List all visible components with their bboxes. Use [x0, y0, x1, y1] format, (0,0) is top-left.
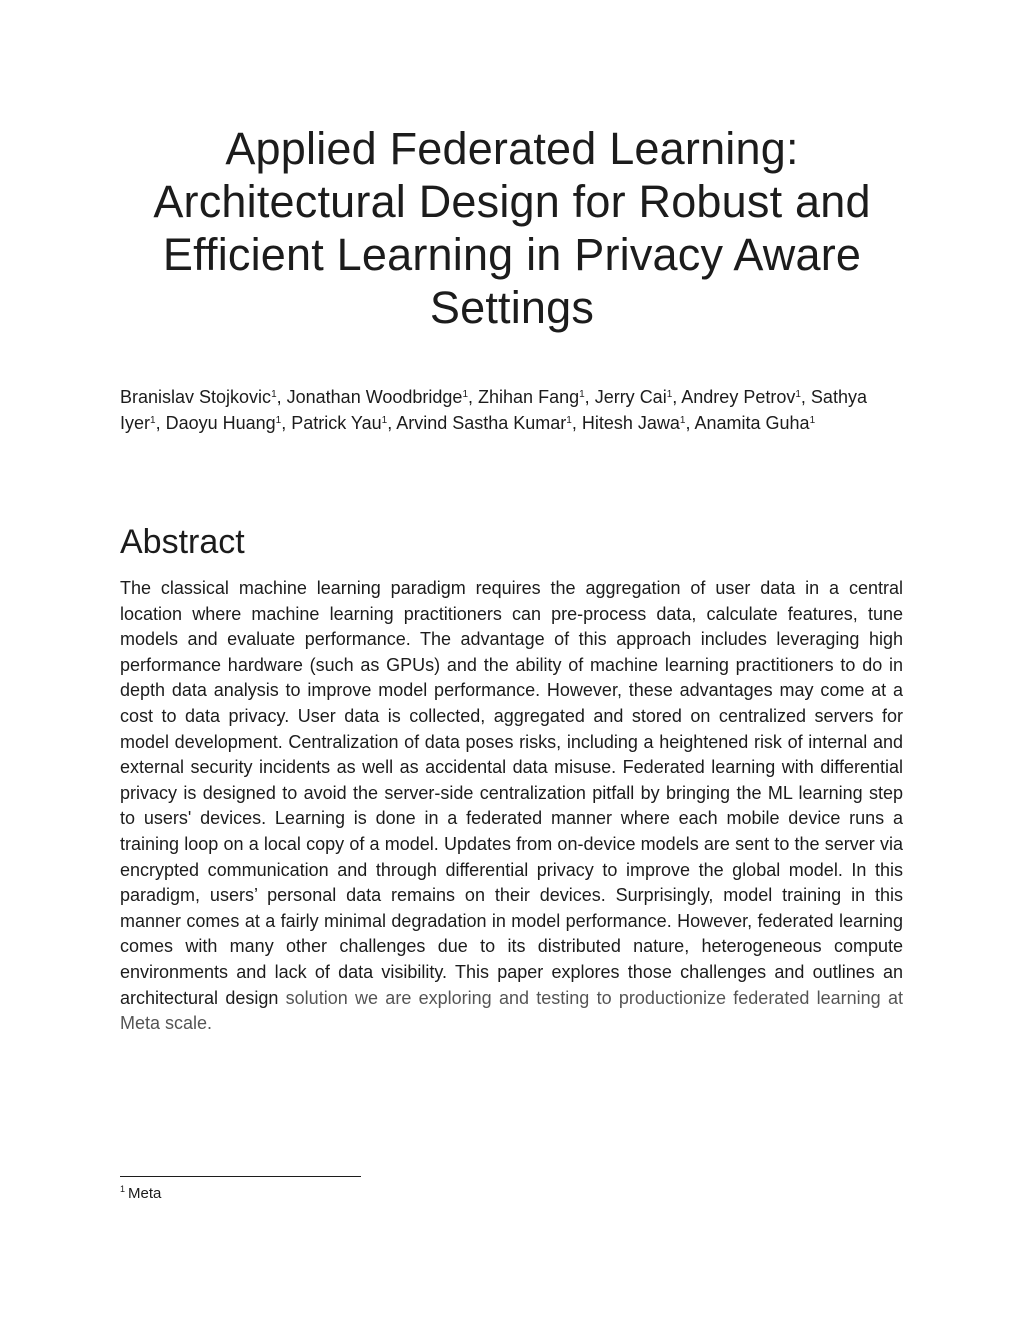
author-name: Patrick Yau [291, 413, 382, 433]
author-name: Anamita Guha [694, 413, 810, 433]
author-separator: , [276, 387, 287, 407]
affiliation-marker: 1 [679, 415, 686, 426]
author-name: Daoyu Huang [165, 413, 276, 433]
affiliation-marker: 1 [666, 389, 673, 400]
author-name: Jerry Cai [594, 387, 667, 407]
author-separator: , [672, 387, 682, 407]
affiliation-marker: 1 [381, 415, 388, 426]
affiliation-marker: 1 [271, 389, 277, 400]
abstract-heading: Abstract [120, 523, 245, 561]
author-separator: , [155, 413, 166, 433]
affiliation-marker: 1 [275, 415, 282, 426]
footnote-marker: 1 [120, 1184, 126, 1194]
author-separator: , [387, 413, 397, 433]
abstract-text [120, 576, 903, 1037]
author-name: Arvind Sastha Kumar [396, 413, 567, 433]
abstract-text-main: The classical machine learning paradigm requires the aggregation of user data in a central location where machine learning practitioners can pre-process data, calculate features, tune models and evaluate performance. The advantage of this approach includes leveraging high performance hardware (such as GPUs) and the ability of machine learning practitioners to do in depth data analysis to improve model performance. However, these advantages may come at a cost to data privacy. User data is collected, aggregated and stored on centralized servers for model development. Centralization of data poses risks, including a heightened risk of internal and external security incidents as well as accidental data misuse. Federated learning with differential privacy is designed to avoid the server-side centralization pitfall by bringing the ML learning step to users' devices. Learning is done in a federated manner where each mobile device runs a training loop on a local copy of a model. Updates from on-device models are sent to the server via encrypted communication and through differential privacy to improve the global model. In this paradigm, users’ personal data remains on their devices. Surprisingly, model training in this manner comes at a fairly minimal degradation in model performance. However, federated learning comes with many other challenges due to its distributed nature, heterogeneous compute environments and lack of data visibility. This paper explores those challenges and outlines an architectural design [120, 578, 903, 1008]
paper-title: Applied Federated Learning: Architectural Design for Robust and Efficient Learning in Privacy Aware Settings [153, 123, 871, 333]
author-separator: , [571, 413, 582, 433]
author-list [120, 384, 904, 436]
affiliation-marker: 1 [566, 415, 572, 426]
author-separator: , [800, 387, 811, 407]
author-name: Hitesh Jawa [581, 413, 680, 433]
affiliation-marker: 1 [579, 389, 585, 400]
affiliation-marker: 1 [150, 415, 156, 426]
affiliation-marker: 1 [809, 415, 816, 426]
footnote [120, 1184, 161, 1204]
affiliation-marker: 1 [462, 389, 469, 400]
author-name: Andrey Petrov [681, 387, 796, 407]
author-separator: , [281, 413, 292, 433]
footnote-divider [120, 1176, 361, 1177]
footnote-text: Meta [128, 1185, 162, 1202]
author-name: Jonathan Woodbridge [286, 387, 463, 407]
author-separator: , [584, 387, 595, 407]
author-separator: , [685, 413, 695, 433]
author-separator: , [468, 387, 479, 407]
author-name: Branislav Stojkovic [120, 387, 272, 407]
author-name: Zhihan Fang [478, 387, 580, 407]
author-name: Sathya Iyer [120, 387, 867, 433]
abstract-text-faded: solution we are exploring and testing to productionize federated learning at Meta scale. [120, 987, 903, 1034]
affiliation-marker: 1 [795, 389, 801, 400]
